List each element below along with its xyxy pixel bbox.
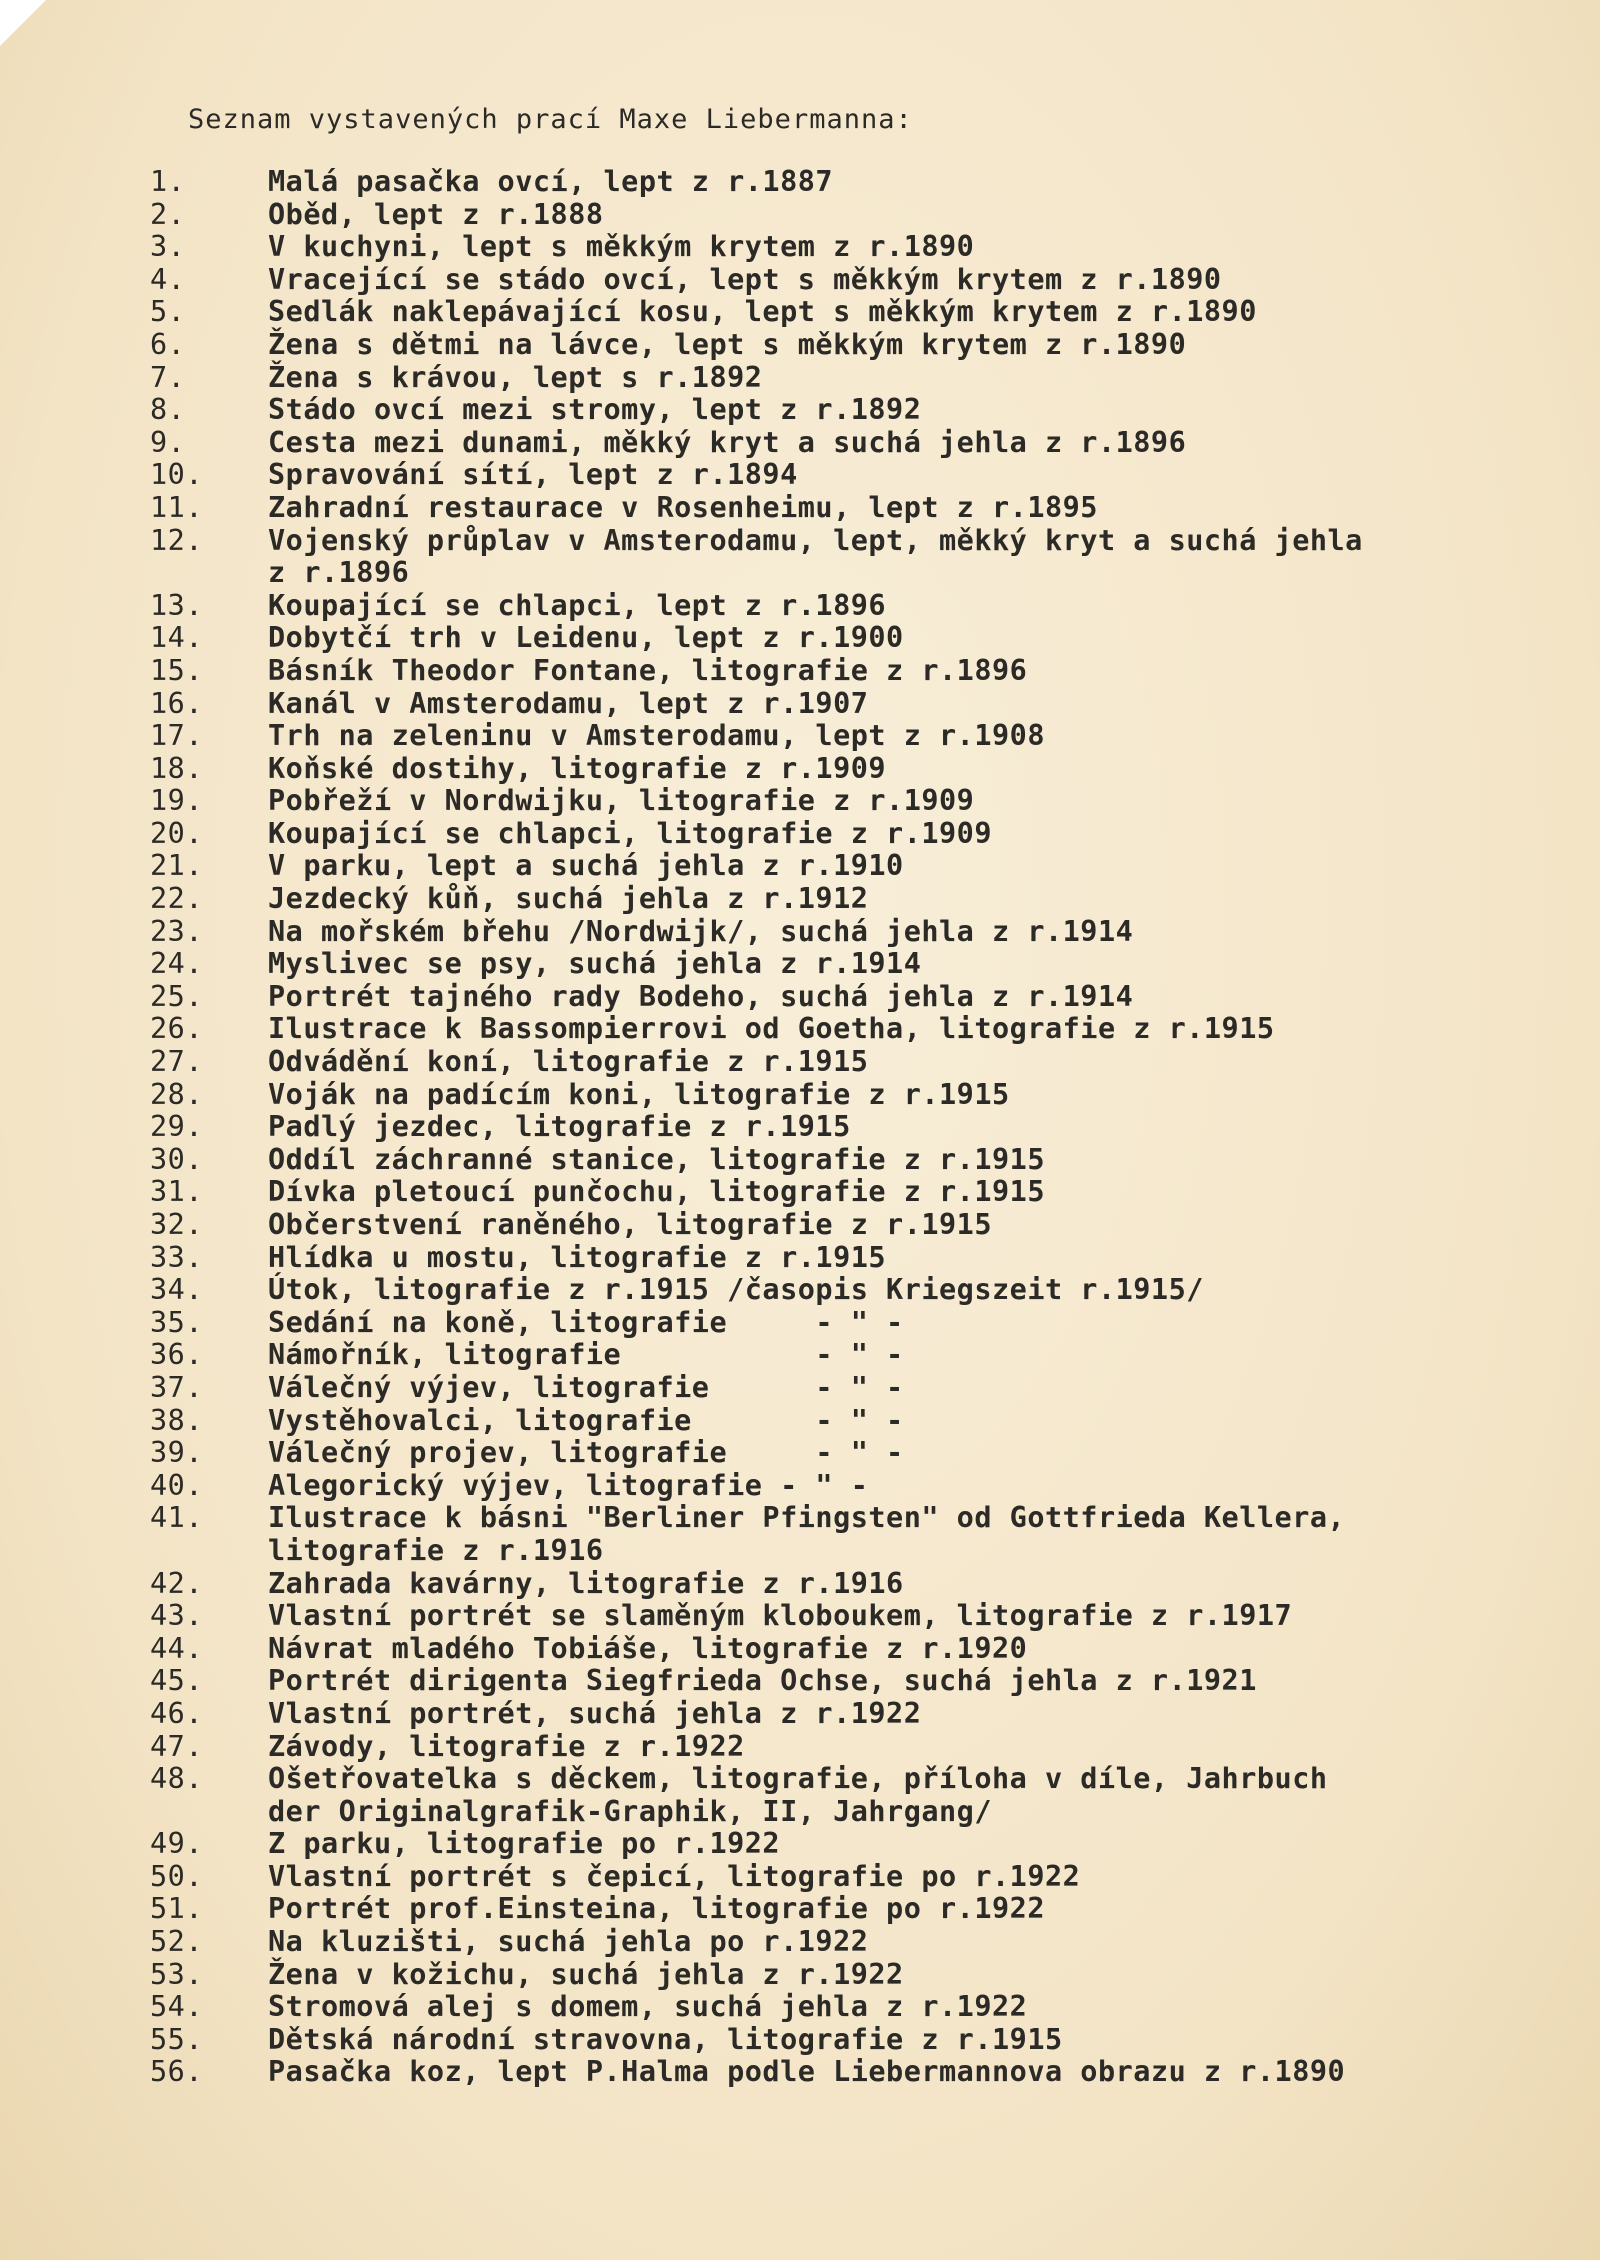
item-text [268, 1111, 1550, 1144]
item-text-line: Občerstvení raněného, litografie z r.1915 [268, 1208, 992, 1241]
list-item [150, 2056, 1550, 2089]
item-text-line: Malá pasačka ovcí, lept z r.1887 [268, 165, 834, 198]
item-text [268, 1568, 1550, 1601]
item-text-line: Odvádění koní, litografie z r.1915 [268, 1045, 869, 1079]
list-item [150, 590, 1550, 623]
item-number: 39. [150, 1436, 203, 1470]
list-item [150, 1828, 1550, 1861]
item-text [268, 1502, 1550, 1567]
list-item [150, 459, 1550, 492]
item-text-line: Ilustrace k Bassompierrovi od Goetha, litografie z r.1915 [268, 1012, 1275, 1046]
item-text [268, 1144, 1550, 1177]
item-number: 29. [150, 1110, 203, 1144]
item-number: 24. [150, 947, 203, 981]
item-text-line: Vystěhovalci, litografie - " - [268, 1403, 904, 1437]
item-text [268, 1046, 1550, 1079]
list-item [150, 362, 1550, 395]
item-text [268, 1079, 1550, 1112]
item-text [268, 264, 1550, 297]
item-text-line: Na mořském břehu /Nordwijk/, suchá jehla z r.1914 [268, 914, 1134, 948]
item-text [268, 1991, 1550, 2024]
item-number: 50. [150, 1859, 203, 1893]
list-item [150, 199, 1550, 232]
item-number: 51. [150, 1892, 203, 1926]
item-number: 49. [150, 1827, 203, 1861]
item-number: 10. [150, 458, 203, 492]
item-text [268, 916, 1550, 949]
list-item [150, 1111, 1550, 1144]
list-item [150, 753, 1550, 786]
list-item [150, 688, 1550, 721]
list-item [150, 1861, 1550, 1894]
list-item [150, 1079, 1550, 1112]
item-text-line: Básník Theodor Fontane, litografie z r.1896 [268, 653, 1028, 687]
item-number: 18. [150, 751, 203, 785]
item-text-line: Vlastní portrét se slaměným kloboukem, litografie z r.1917 [268, 1599, 1293, 1633]
list-item [150, 1926, 1550, 1959]
list-item [150, 1991, 1550, 2024]
item-text-line: Ilustrace k básni "Berliner Pfingsten" od Gottfrieda Kellera, [268, 1501, 1346, 1535]
item-number: 48. [150, 1762, 203, 1796]
item-text [268, 394, 1550, 427]
item-number: 34. [150, 1273, 203, 1307]
list-item [150, 394, 1550, 427]
item-text-line: Kanál v Amsterodamu, lept z r.1907 [268, 686, 869, 720]
item-text [268, 296, 1550, 329]
item-text-line: Ošetřovatelka s děckem, litografie, příloha v díle, Jahrbuch [268, 1762, 1328, 1796]
list-item [150, 1307, 1550, 1340]
item-text [268, 525, 1550, 590]
item-text [268, 1242, 1550, 1275]
item-text [268, 622, 1550, 655]
item-text [268, 459, 1550, 492]
item-text-line: Zahradní restaurace v Rosenheimu, lept z r.1895 [268, 490, 1098, 524]
item-number: 31. [150, 1175, 203, 1209]
item-text-line: Pasačka koz, lept P.Halma podle Liebermannova obrazu z r.1890 [268, 2055, 1346, 2089]
item-text-line: Na kluzišti, suchá jehla po r.1922 [268, 1925, 869, 1959]
item-number: 26. [150, 1012, 203, 1046]
item-text-line: Stádo ovcí mezi stromy, lept z r.1892 [268, 393, 922, 427]
item-text-line: Trh na zeleninu v Amsterodamu, lept z r.1908 [268, 719, 1045, 753]
list-item [150, 916, 1550, 949]
item-text [268, 1600, 1550, 1633]
item-number: 23. [150, 914, 203, 948]
item-number: 4. [150, 262, 186, 296]
item-number: 22. [150, 882, 203, 916]
item-number: 8. [150, 393, 186, 427]
item-number: 21. [150, 849, 203, 883]
item-text-line: Portrét dirigenta Siegfrieda Ochse, suchá jehla z r.1921 [268, 1664, 1257, 1698]
item-text-line: Vojenský průplav v Amsterodamu, lept, měkký kryt a suchá jehla [268, 523, 1363, 557]
item-number: 5. [150, 295, 186, 329]
list-item [150, 1405, 1550, 1438]
item-number: 33. [150, 1240, 203, 1274]
item-number: 6. [150, 327, 186, 361]
item-text [268, 688, 1550, 721]
item-text [268, 329, 1550, 362]
list-item [150, 2024, 1550, 2057]
list-item [150, 1698, 1550, 1731]
item-text-line: z r.1896 [268, 556, 410, 590]
exhibition-list [150, 166, 1550, 2089]
item-number: 55. [150, 2022, 203, 2056]
item-text [268, 1437, 1550, 1470]
item-text-line: Pobřeží v Nordwijku, litografie z r.1909 [268, 784, 975, 818]
list-item [150, 1176, 1550, 1209]
item-text-line: Voják na padícím koni, litografie z r.1915 [268, 1077, 1010, 1111]
item-number: 52. [150, 1925, 203, 1959]
list-item [150, 1470, 1550, 1503]
item-text [268, 1665, 1550, 1698]
item-number: 2. [150, 197, 186, 231]
item-number: 14. [150, 621, 203, 655]
list-item [150, 1731, 1550, 1764]
item-text-line: Koupající se chlapci, litografie z r.1909 [268, 816, 992, 850]
list-item [150, 818, 1550, 851]
list-item [150, 1209, 1550, 1242]
list-item [150, 264, 1550, 297]
item-text-line: Stromová alej s domem, suchá jehla z r.1922 [268, 1990, 1028, 2024]
item-number: 9. [150, 425, 186, 459]
item-text [268, 850, 1550, 883]
list-item [150, 785, 1550, 818]
item-text-line: Sedlák naklepávající kosu, lept s měkkým krytem z r.1890 [268, 295, 1257, 329]
item-text [268, 427, 1550, 460]
item-text [268, 818, 1550, 851]
item-text-line: Žena s krávou, lept s r.1892 [268, 360, 763, 394]
list-item [150, 1144, 1550, 1177]
list-item [150, 1893, 1550, 1926]
list-item [150, 296, 1550, 329]
item-text-line: Vracející se stádo ovcí, lept s měkkým krytem z r.1890 [268, 262, 1222, 296]
item-number: 42. [150, 1566, 203, 1600]
item-number: 7. [150, 360, 186, 394]
list-item [150, 1242, 1550, 1275]
list-item [150, 329, 1550, 362]
item-text [268, 2024, 1550, 2057]
item-text [268, 1307, 1550, 1340]
item-text [268, 492, 1550, 525]
item-text-line: Závody, litografie z r.1922 [268, 1729, 745, 1763]
item-text [268, 1861, 1550, 1894]
item-text [268, 1176, 1550, 1209]
item-text [268, 720, 1550, 753]
item-text [268, 1893, 1550, 1926]
list-item [150, 427, 1550, 460]
item-number: 46. [150, 1696, 203, 1730]
list-item [150, 720, 1550, 753]
item-text-line: Portrét prof.Einsteina, litografie po r.1922 [268, 1892, 1045, 1926]
item-text-line: Žena s dětmi na lávce, lept s měkkým krytem z r.1890 [268, 327, 1187, 361]
list-item [150, 1339, 1550, 1372]
item-text [268, 981, 1550, 1014]
list-item [150, 1372, 1550, 1405]
list-item [150, 1437, 1550, 1470]
item-number: 25. [150, 979, 203, 1013]
list-item [150, 1959, 1550, 1992]
item-number: 53. [150, 1957, 203, 1991]
item-text [268, 1828, 1550, 1861]
list-item [150, 850, 1550, 883]
item-text [268, 1209, 1550, 1242]
list-item [150, 981, 1550, 1014]
item-text-line: litografie z r.1916 [268, 1533, 604, 1567]
document-title: Seznam vystavených prací Maxe Liebermanna: [188, 104, 913, 135]
item-text [268, 1698, 1550, 1731]
list-item [150, 1013, 1550, 1046]
item-number: 38. [150, 1403, 203, 1437]
item-text-line: Oběd, lept z r.1888 [268, 197, 604, 231]
item-text [268, 362, 1550, 395]
item-text [268, 1731, 1550, 1764]
item-text-line: Jezdecký kůň, suchá jehla z r.1912 [268, 882, 869, 916]
item-number: 43. [150, 1599, 203, 1633]
item-text [268, 655, 1550, 688]
list-item [150, 1633, 1550, 1666]
item-text-line: Dívka pletoucí punčochu, litografie z r.1915 [268, 1175, 1045, 1209]
item-text [268, 948, 1550, 981]
list-item [150, 883, 1550, 916]
item-text [268, 883, 1550, 916]
item-number: 17. [150, 719, 203, 753]
list-item [150, 1046, 1550, 1079]
item-text-line: Z parku, litografie po r.1922 [268, 1827, 781, 1861]
item-text [268, 1959, 1550, 1992]
item-text [268, 590, 1550, 623]
item-number: 11. [150, 490, 203, 524]
list-item [150, 1665, 1550, 1698]
item-number: 45. [150, 1664, 203, 1698]
item-number: 41. [150, 1501, 203, 1535]
list-item [150, 231, 1550, 264]
list-item [150, 655, 1550, 688]
item-text-line: Válečný projev, litografie - " - [268, 1436, 904, 1470]
list-item [150, 948, 1550, 981]
item-text-line: V parku, lept a suchá jehla z r.1910 [268, 849, 904, 883]
item-text [268, 166, 1550, 199]
item-text [268, 1633, 1550, 1666]
item-number: 28. [150, 1077, 203, 1111]
item-text-line: Portrét tajného rady Bodeho, suchá jehla z r.1914 [268, 979, 1134, 1013]
item-text-line: Myslivec se psy, suchá jehla z r.1914 [268, 947, 922, 981]
item-text [268, 1405, 1550, 1438]
item-number: 13. [150, 588, 203, 622]
item-text-line: Dětská národní stravovna, litografie z r.1915 [268, 2022, 1063, 2056]
item-text-line: Vlastní portrét s čepicí, litografie po r.1922 [268, 1859, 1081, 1893]
list-item [150, 166, 1550, 199]
list-item [150, 622, 1550, 655]
item-number: 1. [150, 165, 186, 198]
item-text-line: Zahrada kavárny, litografie z r.1916 [268, 1566, 904, 1600]
item-number: 15. [150, 653, 203, 687]
item-text-line: der Originalgrafik-Graphik, II, Jahrgang/ [268, 1794, 992, 1828]
item-text-line: Námořník, litografie - " - [268, 1338, 904, 1372]
item-number: 37. [150, 1370, 203, 1404]
item-text [268, 1926, 1550, 1959]
list-item [150, 1600, 1550, 1633]
list-item [150, 492, 1550, 525]
item-number: 20. [150, 816, 203, 850]
item-text [268, 2056, 1550, 2089]
item-text-line: Oddíl záchranné stanice, litografie z r.1915 [268, 1142, 1045, 1176]
item-text-line: Koňské dostihy, litografie z r.1909 [268, 751, 887, 785]
item-number: 32. [150, 1208, 203, 1241]
item-number: 54. [150, 1990, 203, 2024]
item-text-line: Cesta mezi dunami, měkký kryt a suchá jehla z r.1896 [268, 425, 1187, 459]
item-text [268, 785, 1550, 818]
item-number: 47. [150, 1729, 203, 1763]
item-number: 30. [150, 1142, 203, 1176]
item-number: 3. [150, 230, 186, 264]
item-text-line: Koupající se chlapci, lept z r.1896 [268, 588, 887, 622]
list-item [150, 1763, 1550, 1828]
item-number: 36. [150, 1338, 203, 1372]
item-text-line: Alegorický výjev, litografie - " - [268, 1468, 869, 1502]
item-text [268, 1763, 1550, 1828]
item-text-line: Spravování sítí, lept z r.1894 [268, 458, 798, 492]
item-text [268, 1372, 1550, 1405]
item-text-line: V kuchyni, lept s měkkým krytem z r.1890 [268, 230, 975, 264]
item-text-line: Žena v kožichu, suchá jehla z r.1922 [268, 1957, 904, 1991]
item-text-line: Vlastní portrét, suchá jehla z r.1922 [268, 1696, 922, 1730]
item-number: 40. [150, 1468, 203, 1502]
item-text [268, 1013, 1550, 1046]
item-text [268, 231, 1550, 264]
list-item [150, 525, 1550, 590]
item-text-line: Útok, litografie z r.1915 /časopis Kriegszeit r.1915/ [268, 1273, 1204, 1307]
list-item [150, 1502, 1550, 1567]
item-text-line: Hlídka u mostu, litografie z r.1915 [268, 1240, 887, 1274]
item-number: 27. [150, 1045, 203, 1079]
item-text-line: Návrat mladého Tobiáše, litografie z r.1920 [268, 1631, 1028, 1665]
item-text-line: Dobytčí trh v Leidenu, lept z r.1900 [268, 621, 904, 655]
item-text [268, 753, 1550, 786]
item-text-line: Válečný výjev, litografie - " - [268, 1370, 904, 1404]
folded-corner [0, 0, 46, 46]
item-text-line: Sedání na koně, litografie - " - [268, 1305, 904, 1339]
list-item [150, 1568, 1550, 1601]
item-number: 35. [150, 1305, 203, 1339]
item-number: 12. [150, 523, 203, 557]
item-text [268, 1274, 1550, 1307]
item-text [268, 1470, 1550, 1503]
item-text [268, 199, 1550, 232]
item-number: 19. [150, 784, 203, 818]
item-number: 16. [150, 686, 203, 720]
item-number: 44. [150, 1631, 203, 1665]
list-item [150, 1274, 1550, 1307]
item-number: 56. [150, 2055, 203, 2089]
item-text-line: Padlý jezdec, litografie z r.1915 [268, 1110, 851, 1144]
item-text [268, 1339, 1550, 1372]
